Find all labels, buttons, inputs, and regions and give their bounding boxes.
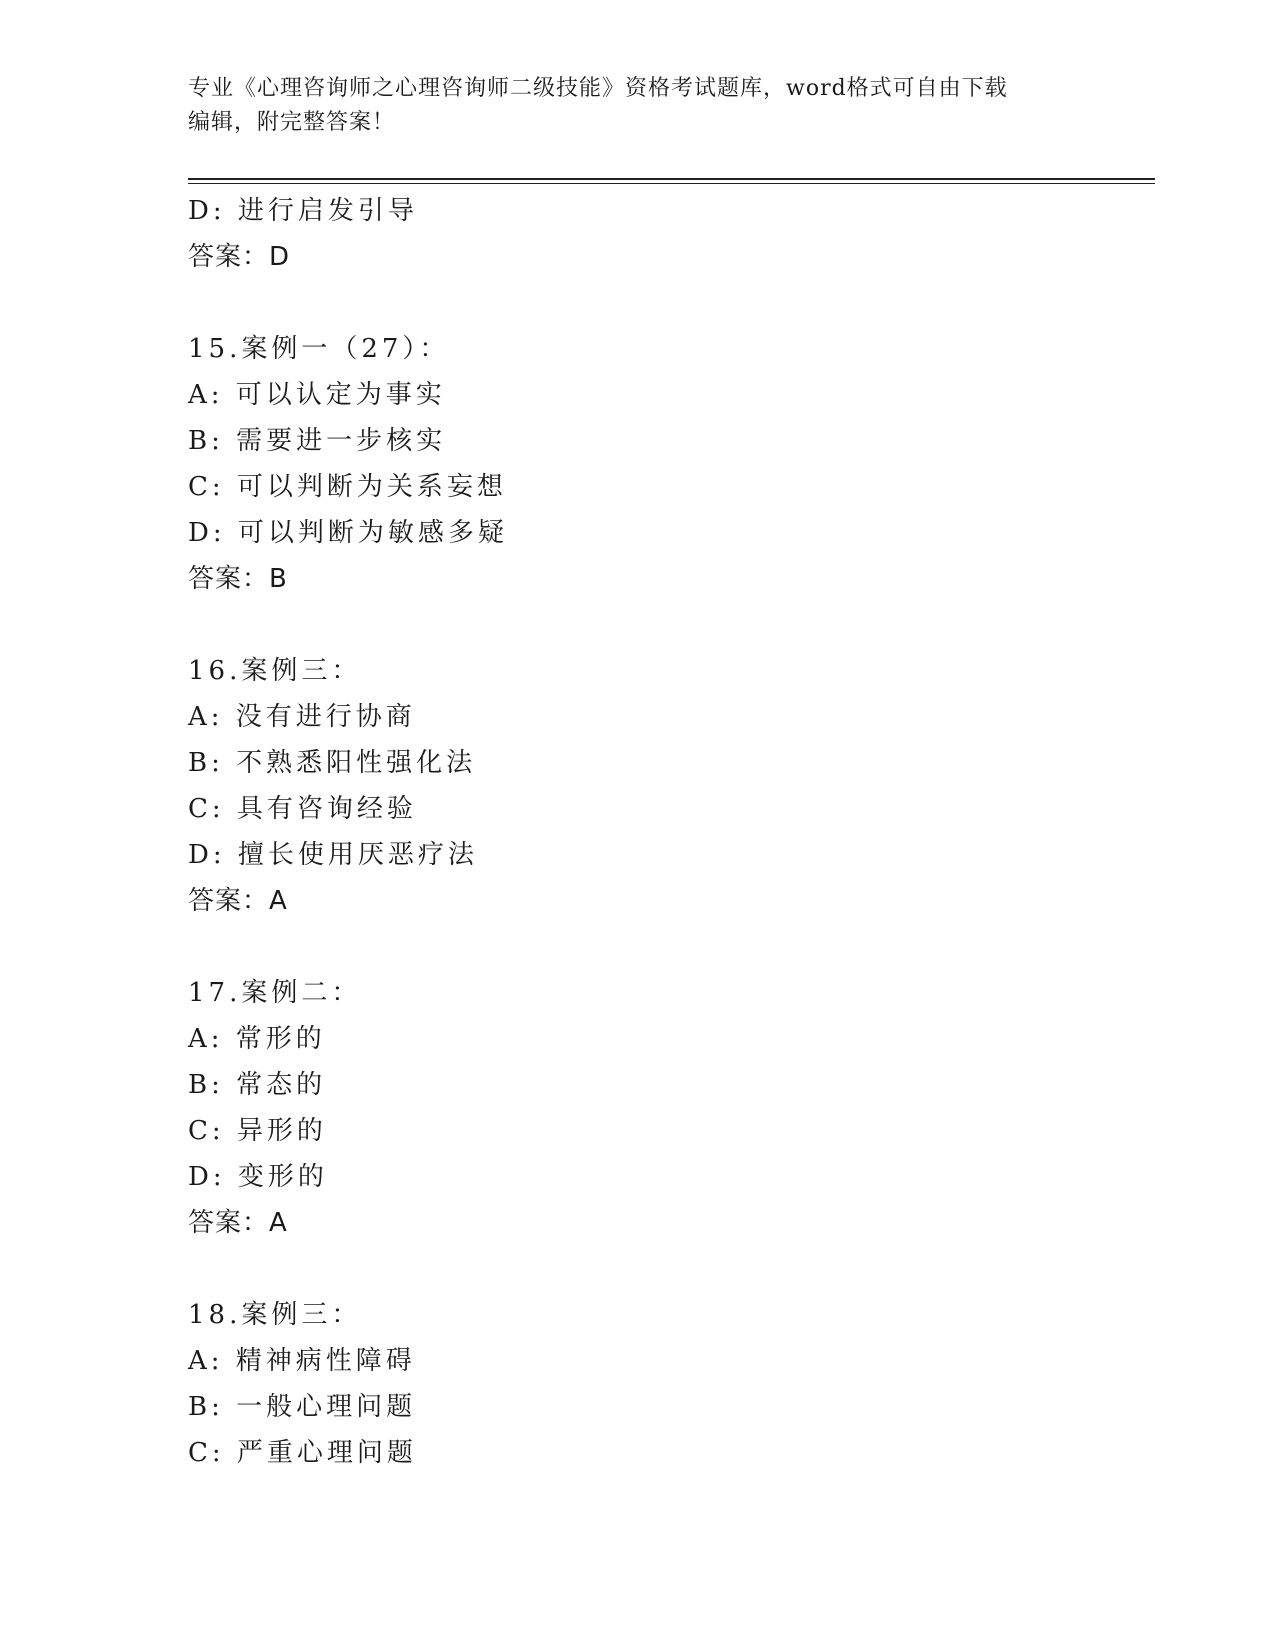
option-a: A: 可以认定为事实: [188, 380, 446, 410]
spacer: [188, 602, 1155, 648]
option-c: C: 异形的: [188, 1116, 327, 1146]
question-list: [188, 188, 1155, 1476]
question-title: 17.案例二：: [188, 978, 362, 1008]
header-rule-thin: [188, 183, 1155, 184]
option-c: C: 严重心理问题: [188, 1438, 417, 1468]
option-a: A: 常形的: [188, 1024, 326, 1054]
answer-line: 答案：A: [188, 886, 288, 916]
carryover-answer: 答案：D: [188, 242, 291, 272]
question-title: 18.案例三：: [188, 1300, 362, 1330]
header-line-1: 专业《心理咨询师之心理咨询师二级技能》资格考试题库，word格式可自由下载: [188, 76, 1008, 101]
answer-line: 答案：A: [188, 1208, 288, 1238]
carryover-option-d: D: 进行启发引导: [188, 196, 418, 226]
header-line-2: 编辑，附完整答案！: [188, 110, 396, 135]
document-header: [188, 72, 1088, 140]
header-rule-thick: [188, 178, 1155, 180]
option-b: B: 一般心理问题: [188, 1392, 417, 1422]
option-d: D: 擅长使用厌恶疗法: [188, 840, 478, 870]
question-16: [188, 648, 1155, 924]
answer-line: 答案：B: [188, 564, 288, 594]
option-d: D: 可以判断为敏感多疑: [188, 518, 508, 548]
spacer: [188, 924, 1155, 970]
option-b: B: 不熟悉阳性强化法: [188, 748, 477, 778]
option-d: D: 变形的: [188, 1162, 328, 1192]
option-a: A: 没有进行协商: [188, 702, 416, 732]
option-a: A: 精神病性障碍: [188, 1346, 416, 1376]
question-title: 16.案例三：: [188, 656, 362, 686]
question-15: [188, 326, 1155, 602]
spacer: [188, 1246, 1155, 1292]
option-c: C: 可以判断为关系妄想: [188, 472, 507, 502]
spacer: [188, 280, 1155, 326]
option-b: B: 常态的: [188, 1070, 327, 1100]
option-c: C: 具有咨询经验: [188, 794, 417, 824]
question-18: [188, 1292, 1155, 1476]
question-title: 15.案例一（27）：: [188, 334, 450, 364]
question-17: [188, 970, 1155, 1246]
option-b: B: 需要进一步核实: [188, 426, 447, 456]
